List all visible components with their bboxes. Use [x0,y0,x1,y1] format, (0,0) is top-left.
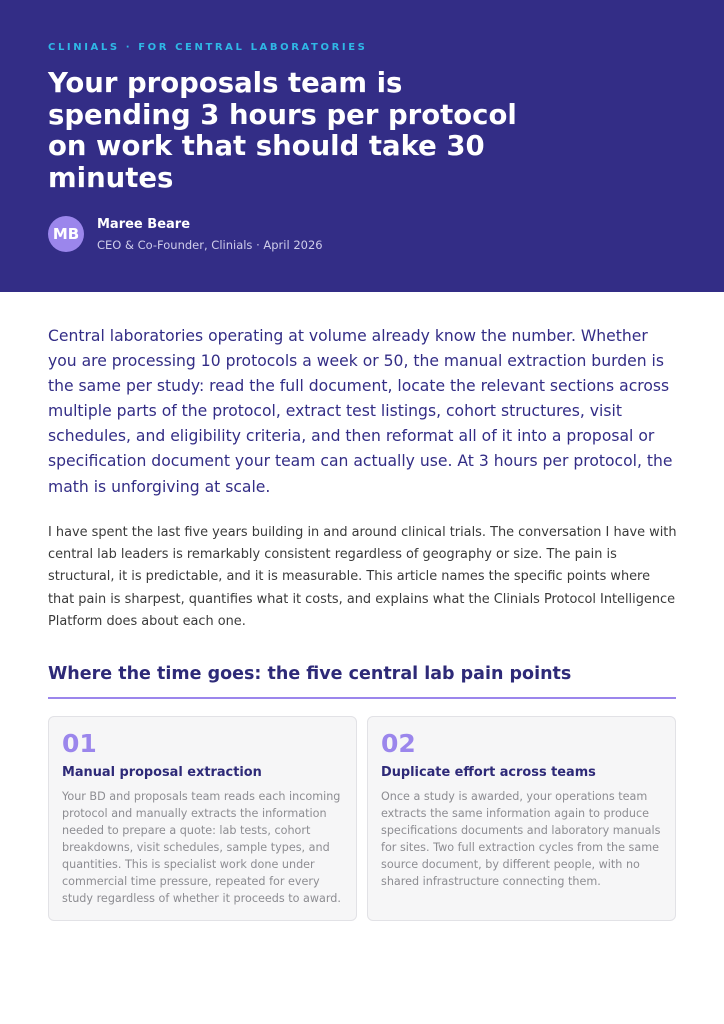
pain-point-card [367,716,676,921]
pain-point-card [48,716,357,921]
card-text: Your BD and proposals team reads each incoming protocol and manually extracts the information needed to prepare a quote: lab tests, cohort breakdowns, visit schedules, sample types, and quantities. This is specialist work done under commercial time pressure, repeated for every study regardless of whether it proceeds to award. [62,790,341,905]
section-divider [48,697,676,699]
body-paragraph: I have spent the last five years building in and around clinical trials. The conversation I have with central lab leaders is remarkably consistent regardless of geography or size. The pain is structural, it is predictable, and it is measurable. This article names the specific points where that pain is sharpest, quantifies what it costs, and explains what the Clinials Protocol Intelligence Platform does about each one. [48,525,677,629]
article-title: Your proposals team is spending 3 hours per protocol on work that should take 30 minutes [48,67,517,195]
eyebrow-label: CLINIALS · FOR CENTRAL LABORATORIES [48,42,368,53]
lead-paragraph: Central laboratories operating at volume already know the number. Whether you are processing 10 protocols a week or 50, the manual extraction burden is the same per study: read the full document, locate the relevant sections across multiple parts of the protocol, extract test listings, cohort structures, visit schedules, and eligibility criteria, and then reformat all of it into a proposal or specification document your team can actually use. At 3 hours per protocol, the math is unforgiving at scale. [48,327,673,496]
author-meta: CEO & Co-Founder, Clinials · April 2026 [97,238,323,252]
author-avatar: MB [48,216,84,252]
card-number: 01 [62,729,97,758]
card-number: 02 [381,729,416,758]
card-title: Manual proposal extraction [62,765,262,780]
card-text: Once a study is awarded, your operations team extracts the same information again to produce specifications documents and laboratory manuals for sites. Two full extraction cycles from the same source document, by different people, with no shared infrastructure connecting them. [381,790,661,888]
author-name: Maree Beare [97,217,191,232]
section-heading: Where the time goes: the five central lab pain points [48,664,572,684]
card-title: Duplicate effort across teams [381,765,596,780]
hero-banner [0,0,724,292]
